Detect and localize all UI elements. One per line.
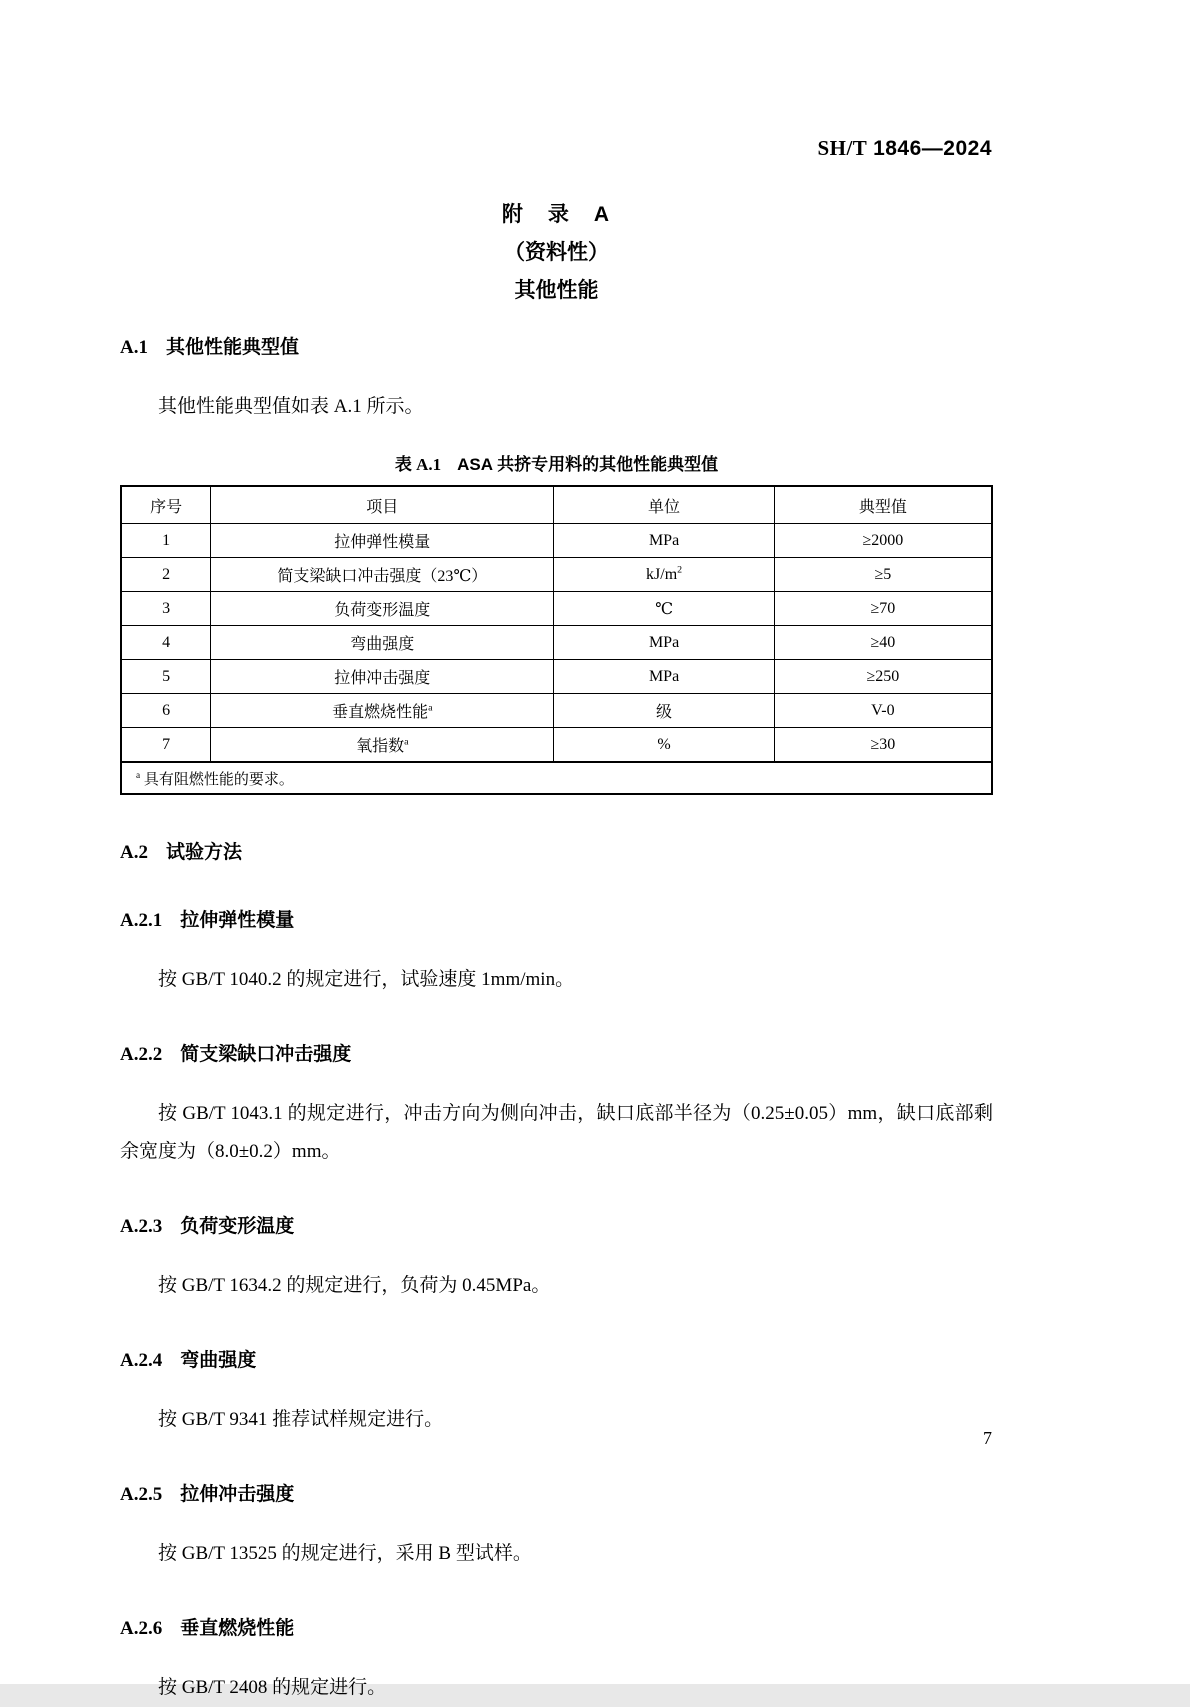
cell-unit: 级 bbox=[554, 694, 774, 728]
cell-unit: ℃ bbox=[554, 592, 774, 626]
cell-value: ≥40 bbox=[774, 626, 992, 660]
heading-a2-5: A.2.5 拉伸冲击强度 bbox=[120, 1484, 295, 1505]
typical-values-table bbox=[120, 485, 993, 795]
paragraph-a2-5: 按 GB/T 13525 的规定进行，采用 B 型试样。 bbox=[158, 1543, 532, 1564]
heading-a2 bbox=[120, 841, 993, 865]
table-row bbox=[121, 626, 992, 660]
cell-item: 拉伸冲击强度 bbox=[211, 660, 554, 694]
column-header-unit: 单位 bbox=[554, 486, 774, 524]
table-row bbox=[121, 592, 992, 626]
cell-item: 氧指数$^a$ bbox=[211, 728, 554, 763]
heading-a2-3: A.2.3 负荷变形温度 bbox=[120, 1216, 295, 1237]
column-header-value: 典型值 bbox=[774, 486, 992, 524]
table-row bbox=[121, 660, 992, 694]
heading-a1-number: A.1 bbox=[120, 337, 148, 358]
heading-a2-title: 试验方法 bbox=[165, 842, 242, 863]
cell-unit: MPa bbox=[554, 660, 774, 694]
table-caption bbox=[120, 450, 993, 475]
column-header-no: 序号 bbox=[121, 486, 211, 524]
cell-no: 5 bbox=[121, 660, 211, 694]
cell-unit: $kJ/m^2$ bbox=[554, 558, 774, 592]
standard-code: 1846—2024 bbox=[873, 137, 992, 160]
cell-value: ≥250 bbox=[774, 660, 992, 694]
heading-a2-2: A.2.2 简支梁缺口冲击强度 bbox=[120, 1044, 352, 1065]
cell-unit: MPa bbox=[554, 626, 774, 660]
standard-prefix: SH/T bbox=[817, 136, 868, 160]
cell-value: ≥2000 bbox=[774, 524, 992, 558]
paragraph-a2-4: 按 GB/T 9341 推荐试样规定进行。 bbox=[158, 1409, 444, 1430]
footnote-marker: a bbox=[136, 770, 141, 781]
cell-no: 6 bbox=[121, 694, 211, 728]
cell-no: 1 bbox=[121, 524, 211, 558]
cell-unit: % bbox=[554, 728, 774, 763]
appendix-title-line2: （资料性） bbox=[504, 241, 609, 264]
table-header-row bbox=[121, 486, 992, 524]
table-footnote bbox=[121, 762, 992, 794]
heading-a2-1: A.2.1 拉伸弹性模量 bbox=[120, 910, 295, 931]
paragraph-a2-6: 按 GB/T 2408 的规定进行。 bbox=[158, 1677, 387, 1698]
cell-item: 负荷变形温度 bbox=[211, 592, 554, 626]
cell-no: 3 bbox=[121, 592, 211, 626]
footnote-text: 具有阻燃性能的要求。 bbox=[143, 771, 294, 788]
page-number: 7 bbox=[983, 1428, 992, 1448]
cell-item: 弯曲强度 bbox=[211, 626, 554, 660]
paragraph-a2-1: 按 GB/T 1040.2 的规定进行，试验速度 1mm/min。 bbox=[158, 969, 575, 990]
cell-item: 简支梁缺口冲击强度（23℃） bbox=[211, 558, 554, 592]
paragraph-a2-2: 按 GB/T 1043.1 的规定进行，冲击方向为侧向冲击，缺口底部半径为（0.25±0.05）mm，缺口底部剩余宽度为（8.0±0.2）mm。 bbox=[120, 1103, 993, 1162]
cell-value: V-0 bbox=[774, 694, 992, 728]
heading-a1-title: 其他性能典型值 bbox=[165, 337, 299, 358]
table-footnote-row bbox=[121, 762, 992, 794]
appendix-title-line1: 附 录 A bbox=[501, 203, 612, 226]
heading-a1 bbox=[120, 336, 993, 360]
appendix-title-line3: 其他性能 bbox=[514, 279, 599, 302]
cell-no: 2 bbox=[121, 558, 211, 592]
cell-value: ≥30 bbox=[774, 728, 992, 763]
cell-no: 4 bbox=[121, 626, 211, 660]
page-content bbox=[120, 0, 993, 1707]
heading-a2-6: A.2.6 垂直燃烧性能 bbox=[120, 1618, 295, 1639]
cell-value: ≥70 bbox=[774, 592, 992, 626]
table-row bbox=[121, 524, 992, 558]
table-caption-text: ASA 共挤专用料的其他性能典型值 bbox=[457, 455, 719, 474]
cell-item: 拉伸弹性模量 bbox=[211, 524, 554, 558]
table-caption-label: 表 A.1 bbox=[394, 455, 442, 474]
cell-value: ≥5 bbox=[774, 558, 992, 592]
table-row bbox=[121, 694, 992, 728]
appendix-title-block bbox=[120, 196, 993, 310]
paragraph-a2-3: 按 GB/T 1634.2 的规定进行，负荷为 0.45MPa。 bbox=[158, 1275, 551, 1296]
column-header-item: 项目 bbox=[211, 486, 554, 524]
cell-unit: MPa bbox=[554, 524, 774, 558]
table-row bbox=[121, 728, 992, 763]
cell-no: 7 bbox=[121, 728, 211, 763]
table-row bbox=[121, 558, 992, 592]
heading-a2-4: A.2.4 弯曲强度 bbox=[120, 1350, 257, 1371]
paragraph-a1: 其他性能典型值如表 A.1 所示。 bbox=[158, 396, 424, 417]
heading-a2-number: A.2 bbox=[120, 842, 148, 863]
cell-item: 垂直燃烧性能$^a$ bbox=[211, 694, 554, 728]
